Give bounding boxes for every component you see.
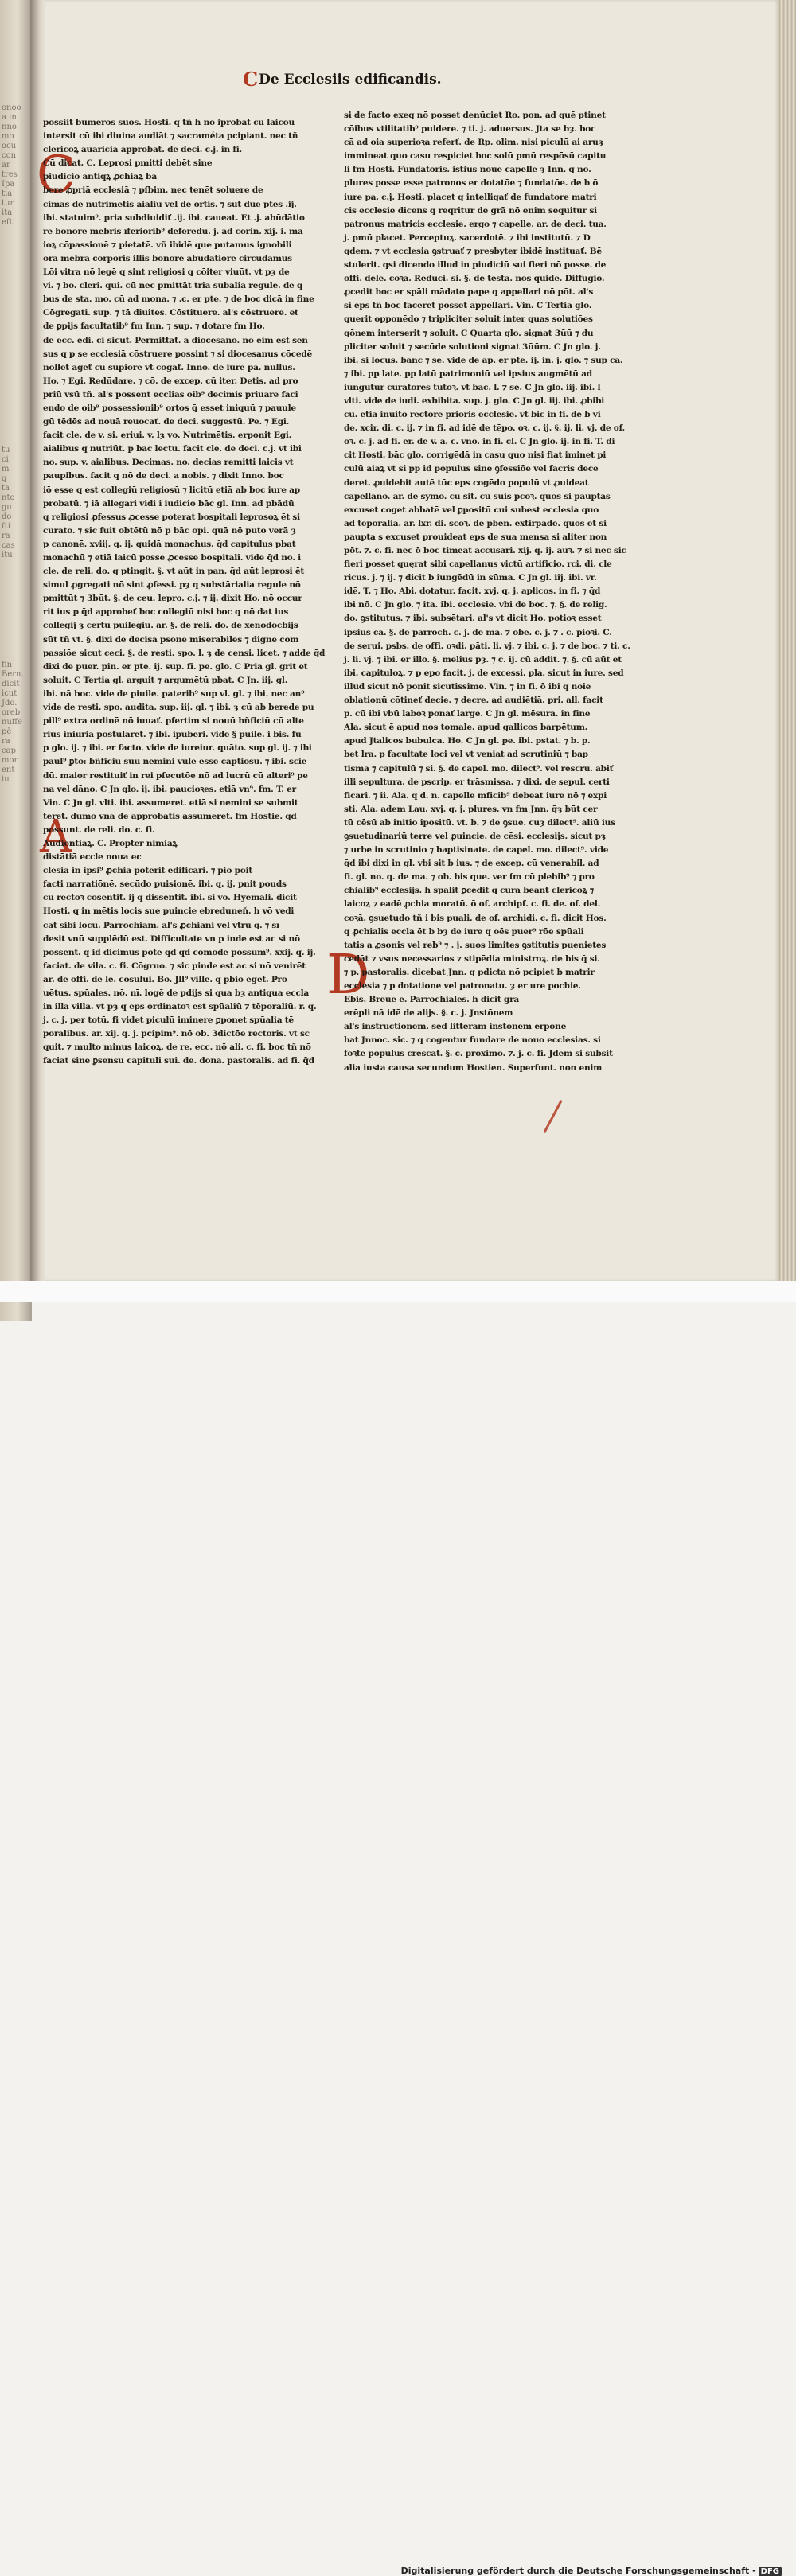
text-line: deret. ꝓuidebit autē tūc eps cogēdo populū vt ꝓuideat [344, 477, 589, 488]
text-column-left [43, 116, 326, 1069]
text-line: ar. de offi. de le. cōsului. Bo. Jll⁹ ville. q pbiō eget. Pro [43, 974, 287, 984]
text-line: culū aiaꝝ vt si pp id populus sine ꝯfessiōe vel facris dece [344, 464, 599, 474]
text-line: na vel dāno. C Jn glo. ij. ibi. paucioꝛes. etiā vn⁹. fm. T. er [43, 784, 296, 794]
text-line: gū tēdēs ad nouā reuocať. de deci. suggestū. Pe. ⁊ Egi. [43, 417, 290, 427]
text-line: q religiosi ꝓfessus ꝓcesse poterat bospitali leprosoꝝ ēt si [43, 512, 300, 522]
text-line: simul ꝓgregati nō sint ꝓfessi. pȝ q substārialia regule nō [43, 580, 301, 590]
text-line: endo de oib⁹ possessionib⁹ ortos q̄ esset iniquū ⁊ pauule [43, 403, 296, 413]
text-line: poralibus. ar. xij. q. j. pcipim⁹. nō ob. 3dictōe rectoris. vt sc [43, 1029, 310, 1039]
text-line: coꝛā. ꝯsuetudo tñ i bis puali. de of. archidi. c. fi. dicit Hos. [344, 913, 607, 923]
text-column-right [344, 109, 630, 1075]
text-line: ⁊ ibi. pp late. pp latū patrimoniū vel ipsius augmētū ad [344, 368, 592, 379]
text-line: no. sup. v. aialibus. Decimas. no. decias remitti laicis vt [43, 458, 294, 468]
digitization-credit [401, 2566, 782, 2576]
text-line: cā ad oia superioꝛa referť. de Rp. olim. nisi piculū ai aruȝ [344, 138, 603, 148]
text-line: Cōgregati. sup. ⁊ tā diuites. Cōstituere. al's cōstruere. et [43, 308, 298, 318]
text-line: ibi. si locus. banc ⁊ se. vide de ap. er pte. ij. in. j. glo. ⁊ sup ca. [344, 355, 623, 365]
text-line: Cū dicat. C. Leprosi pmitti debēt sine [43, 158, 213, 169]
text-line: ꝯsuetudinariū terre vel ꝓuincie. de cēsi. ecclesijs. sicut pȝ [344, 831, 606, 841]
text-line: erēpli nā idē de alijs. §. c. j. Jnstōnem [344, 1008, 513, 1019]
text-line: dū. maior restituiť in rei pſecutōe nō ad lucrū cū alteri⁹ pe [43, 770, 308, 781]
text-line: Ebis. Breue ē. Parrochiales. h dicit gra [344, 995, 520, 1005]
text-line: Lōi vitra nō legē q sint religiosi q cōiter viuūt. vt pȝ de [43, 267, 290, 278]
text-line: patronus matricis ecclesie. ergo ⁊ capelle. ar. de deci. tua. [344, 219, 607, 229]
text-line: cit Hosti. bāc glo. corrigēdā in casu quo nisi fiat iminet pi [344, 450, 607, 461]
text-line: de serui. psbs. de offi. oꝛdi. pāti. li. vj. ⁊ ibi. c. j. ⁊ de boc. ⁊ ti. c. [344, 641, 630, 651]
text-line: vlti. vide de iudi. exbibita. sup. j. glo. C Jn gl. iij. ibi. ꝓbibi [344, 396, 604, 406]
text-line: cat sibi locū. Parrochiam. al's ꝓchiani vel vtrū q. ⁊ sī [43, 920, 279, 930]
initial-c: C [37, 146, 76, 205]
text-line: fi. gl. no. q. de ma. ⁊ ob. bis que. ver fm cū plebib⁹ ⁊ pro [344, 872, 595, 883]
text-line: cle. de reli. do. q ptingit. §. vt aūt in pan. q̄d aūt leprosi ēt [43, 567, 305, 577]
text-line: illud sicut nō ponit sicutissime. Vin. ⁊ in fi. ō ibi q noie [344, 681, 591, 692]
text-line: immineat quo casu respiciet boc solū pmū respōsū capitu [344, 151, 607, 162]
text-line: piudicio antiqꝝ ꝓchiaꝝ ba [43, 172, 157, 182]
text-line: li fm Hosti. Fundatoris. istius noue capelle ȝ Inn. q no. [344, 165, 591, 175]
initial-d: D [326, 944, 370, 1007]
text-line: priū vsū tñ. al's possent ecclias oib⁹ decimis priuare faci [43, 389, 298, 399]
text-line: bat Jnnoc. sic. ⁊ q cogentur fundare de nouo ecclesias. si [344, 1035, 601, 1046]
text-line: clesia in ipsi⁹ ꝓchia poterit edificari. ⁊ pio pōit [43, 866, 252, 876]
text-line: ipsius cā. §. de parroch. c. j. de ma. ⁊ obe. c. j. ⁊ . c. pioꝛi. C. [344, 627, 612, 637]
text-line: facit cle. de v. si. eriui. v. lȝ vo. Nutrimētis. erponit Egi. [43, 431, 292, 441]
text-line: oblationū cōtineť decie. ⁊ decre. ad audiētiā. pri. all. facit [344, 696, 603, 706]
text-line: pliciter soluit ⁊ secūde solutioni signat 3ūūm. C Jn glo. j. [344, 341, 601, 352]
text-line: paul⁹ ꝑto: bñficiū suū nemini vule esse captiosū. ⁊ ibi. sciē [43, 757, 307, 767]
text-line: ecclesia ⁊ p dotatione vel patronatu. ȝ er ure pochie. [344, 981, 581, 991]
text-line: cedāt ⁊ vsus necessarios ⁊ stipēdia ministroꝝ. de bis q̄ si. [344, 953, 600, 964]
text-line: ⁊ p. pastoralis. dicebat Jnn. q pdicta nō pcipiet b matrir [344, 967, 595, 977]
text-line: iō esse q est collegiū religiosū ⁊ licitū etiā ab boc iure ap [43, 485, 300, 495]
text-line: possunt. de reli. do. c. fi. [43, 824, 155, 835]
text-line: ibi. capituloꝝ. ⁊ p epo facit. j. de excessi. pla. sicut in iure. sed [344, 668, 624, 678]
text-line: sus q p se ecclesiā cōstruere possint ⁊ si diocesanus cōcedē [43, 349, 313, 359]
running-header [243, 65, 442, 91]
text-line: curato. ⁊ sic fuit obtētū nō p bāc opi. quā nō puto verā ȝ [43, 525, 296, 536]
text-line: cis ecclesie dicens q reqritur de grā nō enim sequitur si [344, 205, 597, 216]
text-line: vi. ⁊ bo. cleri. qui. cū nec pmittāt tria subalia regule. de q [43, 281, 303, 291]
text-line: rius iniuria postularet. ⁊ ibi. ipuberi. vide § puile. i bis. fu [43, 730, 302, 740]
paragraph-mark: C [243, 68, 259, 91]
text-line: passiōe sicut ceci. §. de resti. spo. l. ȝ de censi. licet. ⁊ adde q̄d [43, 648, 326, 658]
text-line: vide de resti. spo. audita. sup. iij. gl. ⁊ ibi. ȝ cū ab berede pu [43, 703, 314, 713]
text-line: pōt. ⁊. c. fi. nec ō boc timeat accusari. xij. q. ij. auꝛ. ⁊ si nec sic [344, 546, 626, 555]
text-line: intersit cū ibi diuina audiāt ⁊ sacraméta pcipiant. nec tñ [43, 131, 298, 142]
text-line: apud Jtalicos bubulca. Ho. C Jn gl. pe. ibi. pstat. ⁊ b. p. [344, 736, 591, 746]
text-line: monachū ⁊ etiā laicū posse ꝓcesse bospitali. vide q̄d no. i [43, 553, 301, 563]
text-line: ibi nō. C Jn glo. ⁊ ita. ibi. ecclesie. vbi de boc. ⁊. §. de relig. [344, 600, 607, 610]
text-line: idē. T. ⁊ Ho. Abi. dotatur. facit. xvj. q. j. aplicos. in fi. ⁊ q̄d [344, 587, 601, 597]
text-line: collegij ȝ certū puilegiū. ar. §. de reli. do. de xenodocbijs [43, 621, 298, 631]
text-line: dixi de puer. pin. er pte. ij. sup. fi. pe. glo. C Pria gl. grit et [43, 661, 308, 672]
text-line: in illa villa. vt pȝ q eps ordinatoꝛ est spūaliū ⁊ tēporaliū. r. q. [43, 1002, 317, 1012]
text-line: iure pa. c.j. Hosti. placet q intelligať de fundatore matri [344, 192, 597, 202]
text-line: oꝛ. c. j. ad fi. er. de v. a. c. vno. in fi. cl. C Jn glo. ij. in fi. T. di [344, 437, 615, 447]
text-line: si eps tñ boc faceret posset appellari. Vin. C Tertia glo. [344, 301, 592, 311]
text-line: foꝛte populus crescat. §. c. proximo. ⁊. j. c. fi. Jdem si subsit [344, 1049, 613, 1059]
text-line: rit ius p q̄d approbeť boc collegiū nisi boc q nō dat ius [43, 607, 289, 618]
text-line: ibi. statuim⁹. pria subdiuidiť .ij. ibi. caueat. Et .j. abūdātio [43, 212, 305, 223]
text-line: excuset coget abbatē vel ꝑpositū cui subest ecclesia quo [344, 505, 599, 515]
text-line: q ꝓchialis eccla ēt b bȝ de iure q oēs puer⁹ rōe spūali [344, 926, 584, 937]
text-line: probatū. ⁊ iā allegari vidi i iudicio bāc gl. Inn. ad pbādū [43, 498, 295, 509]
footer-bar [0, 1281, 796, 2576]
text-line: aialibus q nutriūt. p bac lectu. facit cle. de deci. c.j. vt ibi [43, 444, 302, 454]
text-line: desit vnū supplēdū est. Difficultate vn p inde est ac si nō [43, 933, 300, 944]
dfg-logo: DFG [759, 2567, 782, 2576]
adjacent-page-edge: onoo a in nno mo ocu con ar tres Ipa tia tur ita eft tu ci m q ta nto gu do fti ra cas itu fin Bern. dicit icut Jdo. oreb nuffe pē ra cap mor ent iu [0, 0, 32, 1321]
text-line: tatis a ꝓsonis vel reb⁹ ⁊ . j. suos limites ꝯstitutis puenietes [344, 940, 607, 950]
text-line: sti. Ala. adem Lau. xvj. q. j. plures. vn fm Jnn. q̄ȝ būt cer [344, 804, 598, 814]
text-line: cōibus vtilitatib⁹ puidere. ⁊ ti. j. aduersus. Jta se bȝ. boc [344, 124, 596, 134]
text-line: j. li. vj. ⁊ ibi. er illo. §. melius pȝ. ⁊ c. ij. cū addit. ⁊. §. cū aūt et [344, 654, 622, 664]
text-line: laicoꝝ ⁊ eadē ꝓchia moratū. ō of. archipſ. c. fi. de. of. del. [344, 899, 601, 910]
text-line: ora mēbra corporis illis bonorē abūdātiorē circūdamus [43, 253, 292, 263]
text-line: capellano. ar. de symo. cū sit. cū suis pcoꝛ. quos si pauptas [344, 491, 611, 501]
text-line: tisma ⁊ capitulū ⁊ si. §. de capel. mo. dilect⁹. vel rescru. abiť [344, 763, 614, 774]
text-line: bet lra. p facultate loci vel vt veniat ad scrutiniū ⁊ bap [344, 750, 588, 760]
text-line: uētus. spūales. nō. nī. logē de pdijs si qua bȝ antiqua eccla [43, 988, 310, 998]
text-line: bere ꝓpriā ecclesiā ⁊ pſbim. nec tenēt soluere de [43, 185, 263, 196]
text-line: chialib⁹ ecclesijs. h spālit ꝑcedit q cura bēant clericoꝝ ⁊ [344, 886, 594, 896]
text-line: Audientiaꝝ. C. Propter nimiaꝝ [43, 838, 178, 848]
text-line: j. c. j. per totū. fi videt piculū iminere ꝑponet spūalia tē [43, 1015, 294, 1026]
text-line: offi. dele. coꝛā. Reduci. si. §. de testa. nos quidē. Diffugio. [344, 274, 605, 284]
text-line: illi sepultura. de pscrip. er trāsmissa. ⁊ dixi. de sepul. certi [344, 777, 610, 787]
text-line: cimas de nutrimētis aialiū vel de ortis. ⁊ sūt due ptes .ij. [43, 199, 297, 209]
text-line: soluit. C Tertia gl. arguit ⁊ argumētū pbat. C Jn. iij. gl. [43, 675, 288, 685]
text-line: ficari. ⁊ ii. Ala. q d. n. capelle mficib⁹ debeat iure nō ⁊ expi [344, 790, 607, 801]
text-line: al's instructionem. sed litteram instōnem erpone [344, 1022, 567, 1032]
text-line: stulerit. qsi dicendo illud in piudiciū sui fieri nō posse. de [344, 260, 607, 271]
text-line: Ala. sicut ē apud nos tomale. apud gallicos barpētum. [344, 723, 588, 733]
text-line: de ꝑpijs facultatib⁹ fm Inn. ⁊ sup. ⁊ dotare fm Ho. [43, 322, 265, 332]
credit-text: Digitalisierung gefördert durch die Deutsche Forschungsgemeinschaft - [400, 2566, 756, 2576]
text-line: possent. q id dicimus pōte q̄d q̄d cōmode possum⁹. xxij. q. ij. [43, 947, 316, 957]
text-line: tū cēsū ab initio ipositū. vt. b. ⁊ de ꝯsue. cuȝ dilect⁹. aliū ius [344, 817, 615, 828]
text-line: Ho. ⁊ Egi. Redūdare. ⁊ cō. de excep. cū iter. Detis. ad pro [43, 376, 298, 386]
text-line: j. pmū placet. Perceptuꝝ. sacerdotē. ⁊ ibi institutū. ⁊ D [344, 232, 591, 243]
text-line: pmittūt ⁊ 3būt. §. de ceu. lepro. c.j. ⁊ ij. dixit Ho. nō occur [43, 594, 302, 604]
text-line: do. ꝯstitutus. ⁊ ibi. subsētari. al's vt dicit Ho. potioꝛ esset [344, 614, 602, 624]
text-line: de. xcir. di. c. ij. ⁊ in fi. ad idē de tēpo. oꝛ. c. ij. §. ij. li. vj. de of. [344, 423, 625, 434]
text-line: p canonē. xviij. q. ij. quidā monachus. q̄d capitulus pbat [43, 539, 296, 549]
text-line: paupibus. facit q nō de deci. a nobis. ⁊ dixit Inno. boc [43, 471, 284, 481]
text-line: possiit bumeros suos. Hosti. q tñ h nō iprobat cū laicou [43, 118, 295, 127]
initial-a: A [40, 811, 72, 863]
text-line: ad tēporalia. ar. lxr. di. scōꝛ. de pben. extirpāde. quos ēt si [344, 518, 607, 528]
text-line: alia iusta causa secundum Hostien. Superfunt. non enim [344, 1062, 603, 1073]
text-line: Hosti. q in mētis locis sue puincie ebreduneň. h vō vedi [43, 906, 295, 917]
text-line: ꝓcedit boc er spāli mādato pape q appellari nō pōt. al's [344, 287, 594, 298]
text-line: cū rectoꝛ cōsentiť. ij q̄ dissentit. ibi. si vo. Hyemali. dicit [43, 893, 297, 903]
text-line: ⁊ urbe in scrutinio ⁊ baptisinate. de capel. mo. dilect⁹. vide [344, 845, 609, 855]
text-line: teret. dūmō vnā de approbatis assumeret. fm Hostie. q̄d [43, 811, 297, 821]
text-line: fieri posset quęrat sibi capellanus victū artificio. rci. di. cle [344, 559, 612, 570]
text-line: Vin. C Jn gl. vlti. ibi. assumeret. etiā si nemini se submit [43, 797, 298, 808]
page-edges [778, 0, 796, 1281]
text-line: faciat sine ꝑsensu capituli sui. de. dona. pastoralis. ad fi. q̄d [43, 1056, 314, 1066]
text-line: facti narratiōnē. secūdo puisionē. ibi. q. ij. pnit pouds [43, 879, 287, 890]
text-line: faciat. de vila. c. fi. Cōgruo. ⁊ sic pinde est ac si nō venirēt [43, 961, 306, 971]
text-line: pill⁹ extra ordinē nō iuuať. pſertim si nouū bñficiū cū alte [43, 716, 304, 727]
text-line: plures posse esse patronos er dotatōe ⁊ fundatōe. de b ō [344, 178, 599, 189]
text-line: ibi. nā boc. vide de piuile. paterib⁹ sup vl. gl. ⁊ ibi. nec an⁹ [43, 688, 305, 699]
text-line: qōnem interserit ⁊ soluit. C Quarta glo. signat 3ūū ⁊ du [344, 328, 594, 338]
text-line: distātiā eccle noua ec [43, 852, 142, 863]
text-line: de ecc. edi. ci sicut. Permittať. a diocesano. nō eim est sen [43, 335, 308, 345]
text-line: ioꝝ cōpassionē ⁊ pietatē. vñ ibidē que putamus ignobili [43, 240, 292, 250]
text-line: iungūtur curatores tutoꝛ. vt bac. l. ⁊ se. C Jn glo. iij. ibi. l [344, 382, 601, 392]
text-line: clericoꝝ auariciā approbat. de deci. c.j. in fi. [43, 145, 242, 155]
text-line: si de facto exeq nō posset denūciet Ro. pon. ad quē ptinet [344, 111, 606, 120]
text-line: ricus. j. ⁊ ij. ⁊ dicit b iungēdū in sūma. C Jn gl. iij. ibi. vr. [344, 573, 597, 583]
text-line: quit. ⁊ multo minus laicoꝝ. de re. ecc. nō ali. c. fi. boc tñ nō [43, 1042, 311, 1053]
text-line: q̄d ibi dixi in gl. vbi sit b ius. ⁊ de excep. cū venerabil. ad [344, 859, 599, 869]
text-line: querit opponēdo ⁊ tripliciter soluit inter quas solutiōes [344, 314, 593, 325]
text-line: p glo. ij. ⁊ ibi. er facto. vide de iureiur. quāto. sup gl. ij. ⁊ ibi [43, 743, 312, 754]
header-title: De Ecclesiis edificandis. [259, 72, 442, 88]
text-line: paupta s excuset prouideat eps de sua mensa si aliter non [344, 532, 607, 542]
text-line: bus de sta. mo. cū ad mona. ⁊ .c. er pte. ⁊ de boc dicā in fine [43, 294, 314, 305]
text-line: p. cū ibi vbū laboꝛ ponať large. C Jn gl. mēsura. in fine [344, 709, 591, 719]
text-line: nollet ageť cū supiore vt cogať. Inno. de iure pa. nullus. [43, 362, 295, 372]
text-line: sūt tñ vt. §. dixi de decisa psone miserabiles ⁊ digne com [43, 634, 299, 645]
text-line: cū. etiā inuito rectore prioris ecclesie. vt bic in fi. de b vi [344, 410, 601, 420]
text-line: qdem. ⁊ vt ecclesia ꝯstruať ⁊ presbyter ibidē instituať. Bē [344, 246, 602, 256]
text-line: rē bonore mēbris īferiorib⁹ deferēdū. j. ad corin. xij. i. ma [43, 226, 303, 236]
